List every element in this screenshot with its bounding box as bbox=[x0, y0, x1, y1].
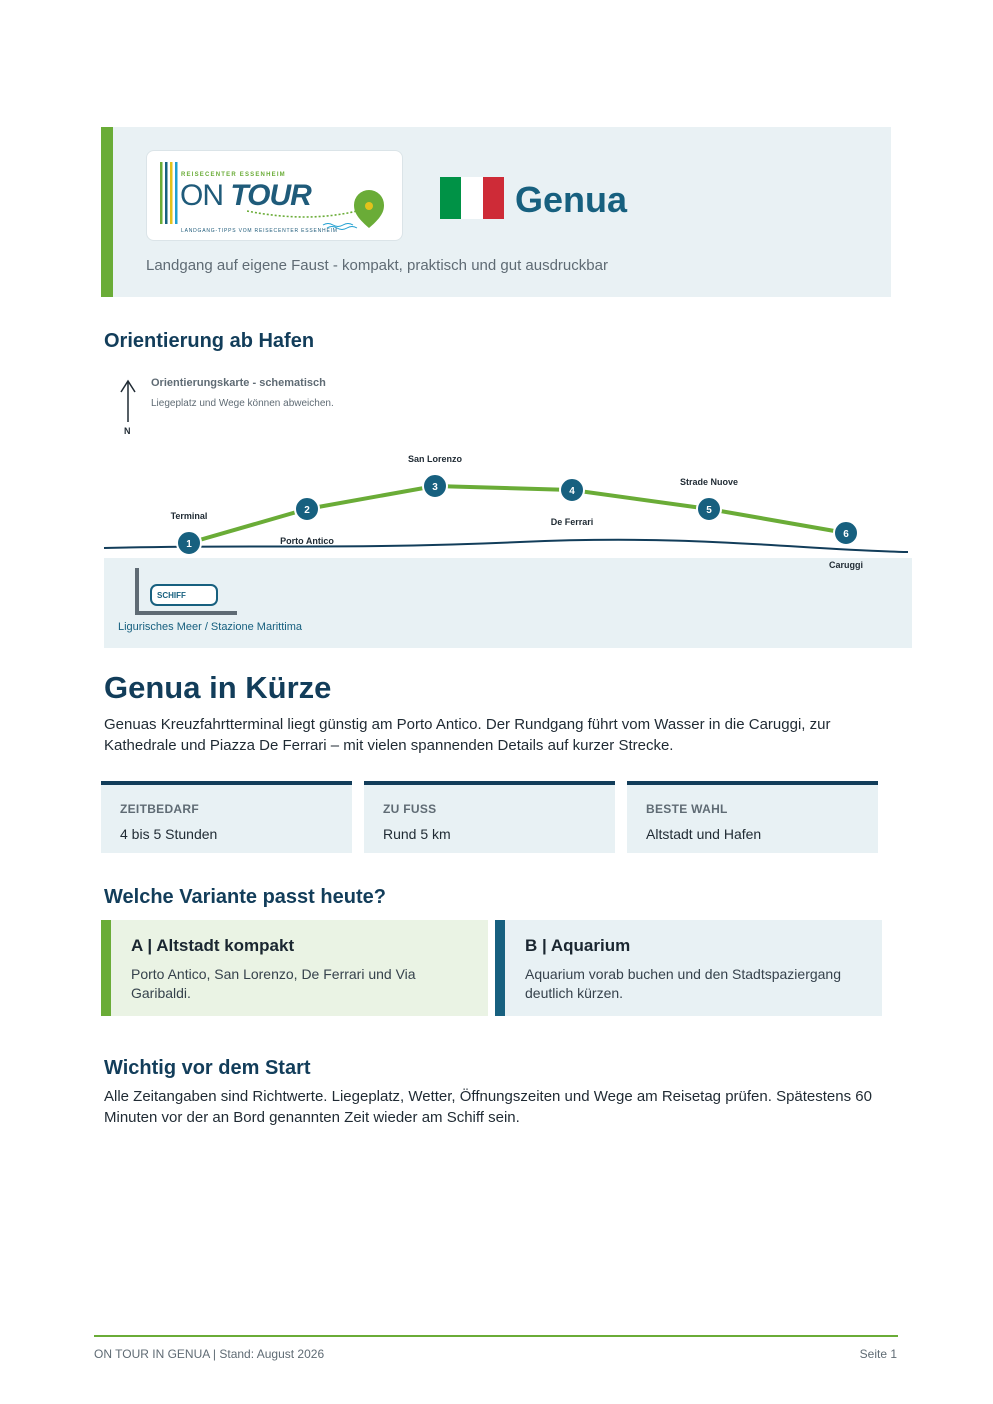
stop-label-terminal: Terminal bbox=[170, 511, 208, 521]
map-pin-icon bbox=[352, 189, 386, 229]
stop-label-strade-nuove: Strade Nuove bbox=[679, 477, 739, 487]
orientation-map bbox=[100, 372, 912, 652]
svg-text:3: 3 bbox=[432, 482, 438, 493]
fact-card-best bbox=[627, 781, 878, 853]
italy-flag-icon bbox=[440, 177, 504, 219]
ship-label: SCHIFF bbox=[157, 591, 186, 600]
summary-heading: Genua in Kürze bbox=[104, 670, 332, 705]
fact-value: Rund 5 km bbox=[383, 826, 451, 842]
svg-text:4: 4 bbox=[569, 486, 575, 497]
page-number: Seite 1 bbox=[859, 1347, 897, 1361]
coastline bbox=[104, 540, 908, 552]
tagline: Landgang auf eigene Faust - kompakt, praktisch und gut ausdruckbar bbox=[146, 257, 608, 274]
stop-label-caruggi: Caruggi bbox=[828, 560, 864, 570]
map-note: Liegeplatz und Wege können abweichen. bbox=[151, 398, 334, 409]
sea-label: Ligurisches Meer / Stazione Marittima bbox=[118, 621, 303, 633]
ontour-logo bbox=[146, 150, 403, 241]
north-label: N bbox=[124, 426, 131, 436]
north-arrow-icon bbox=[121, 381, 135, 422]
footer-divider bbox=[94, 1335, 898, 1337]
important-heading: Wichtig vor dem Start bbox=[104, 1057, 311, 1079]
fact-card-time bbox=[101, 781, 352, 853]
fact-card-walk bbox=[364, 781, 615, 853]
route-stop-1 bbox=[177, 531, 201, 555]
stop-label-de-ferrari: De Ferrari bbox=[550, 517, 594, 527]
variant-card-b bbox=[495, 920, 882, 1016]
variant-text: Porto Antico, San Lorenzo, De Ferrari und Via Garibaldi. bbox=[131, 966, 416, 1001]
footer-left: ON TOUR IN GENUA | Stand: August 2026 bbox=[94, 1347, 325, 1361]
fact-label: ZEITBEDARF bbox=[120, 802, 199, 816]
logo-wordmark: ON TOUR bbox=[180, 179, 311, 212]
variants-heading: Welche Variante passt heute? bbox=[104, 886, 386, 908]
svg-text:2: 2 bbox=[304, 505, 310, 516]
route-stop-3 bbox=[423, 474, 447, 498]
orientation-heading: Orientierung ab Hafen bbox=[104, 330, 315, 352]
variant-card-a bbox=[101, 920, 488, 1016]
sea-area bbox=[104, 558, 912, 648]
route-stop-4 bbox=[560, 478, 584, 502]
route-stop-2 bbox=[295, 497, 319, 521]
logo-stripes-icon bbox=[160, 162, 178, 224]
route-stop-5 bbox=[697, 497, 721, 521]
svg-text:1: 1 bbox=[186, 539, 192, 550]
header-banner bbox=[101, 127, 891, 297]
route-line bbox=[189, 486, 846, 543]
fact-label: ZU FUSS bbox=[383, 802, 437, 816]
map-title: Orientierungskarte - schematisch bbox=[151, 377, 326, 389]
fact-value: 4 bis 5 Stunden bbox=[120, 826, 218, 842]
svg-text:6: 6 bbox=[843, 529, 849, 540]
stop-label-san-lorenzo: San Lorenzo bbox=[407, 454, 463, 464]
fact-value: Altstadt und Hafen bbox=[646, 826, 762, 842]
logo-sub-line: LANDGANG-TIPPS VOM REISECENTER ESSENHEIM bbox=[181, 228, 338, 234]
variant-text: Aquarium vorab buchen und den Stadtspaziergang deutlich kürzen. bbox=[525, 966, 841, 1001]
variant-title: A | Altstadt kompakt bbox=[131, 936, 295, 955]
variant-title: B | Aquarium bbox=[525, 936, 631, 955]
summary-text: Genuas Kreuzfahrtterminal liegt günstig am Porto Antico. Der Rundgang führt vom Wasser in die Caruggi, zur Kathedrale und Piazza De Ferrari – mit vielen spannenden Details auf kurzer Strecke. bbox=[104, 716, 831, 754]
svg-text:5: 5 bbox=[706, 505, 712, 516]
city-title: Genua bbox=[515, 179, 628, 220]
logo-top-line: REISECENTER ESSENHEIM bbox=[181, 172, 286, 178]
stop-label-porto-antico: Porto Antico bbox=[280, 536, 334, 546]
route-stop-6 bbox=[834, 521, 858, 545]
fact-label: BESTE WAHL bbox=[646, 802, 728, 816]
important-text: Alle Zeitangaben sind Richtwerte. Liegeplatz, Wetter, Öffnungszeiten und Wege am Reisetag prüfen. Spätestens 60 Minuten vor der an Bord genannten Zeit wieder am Schiff sein. bbox=[104, 1088, 872, 1126]
